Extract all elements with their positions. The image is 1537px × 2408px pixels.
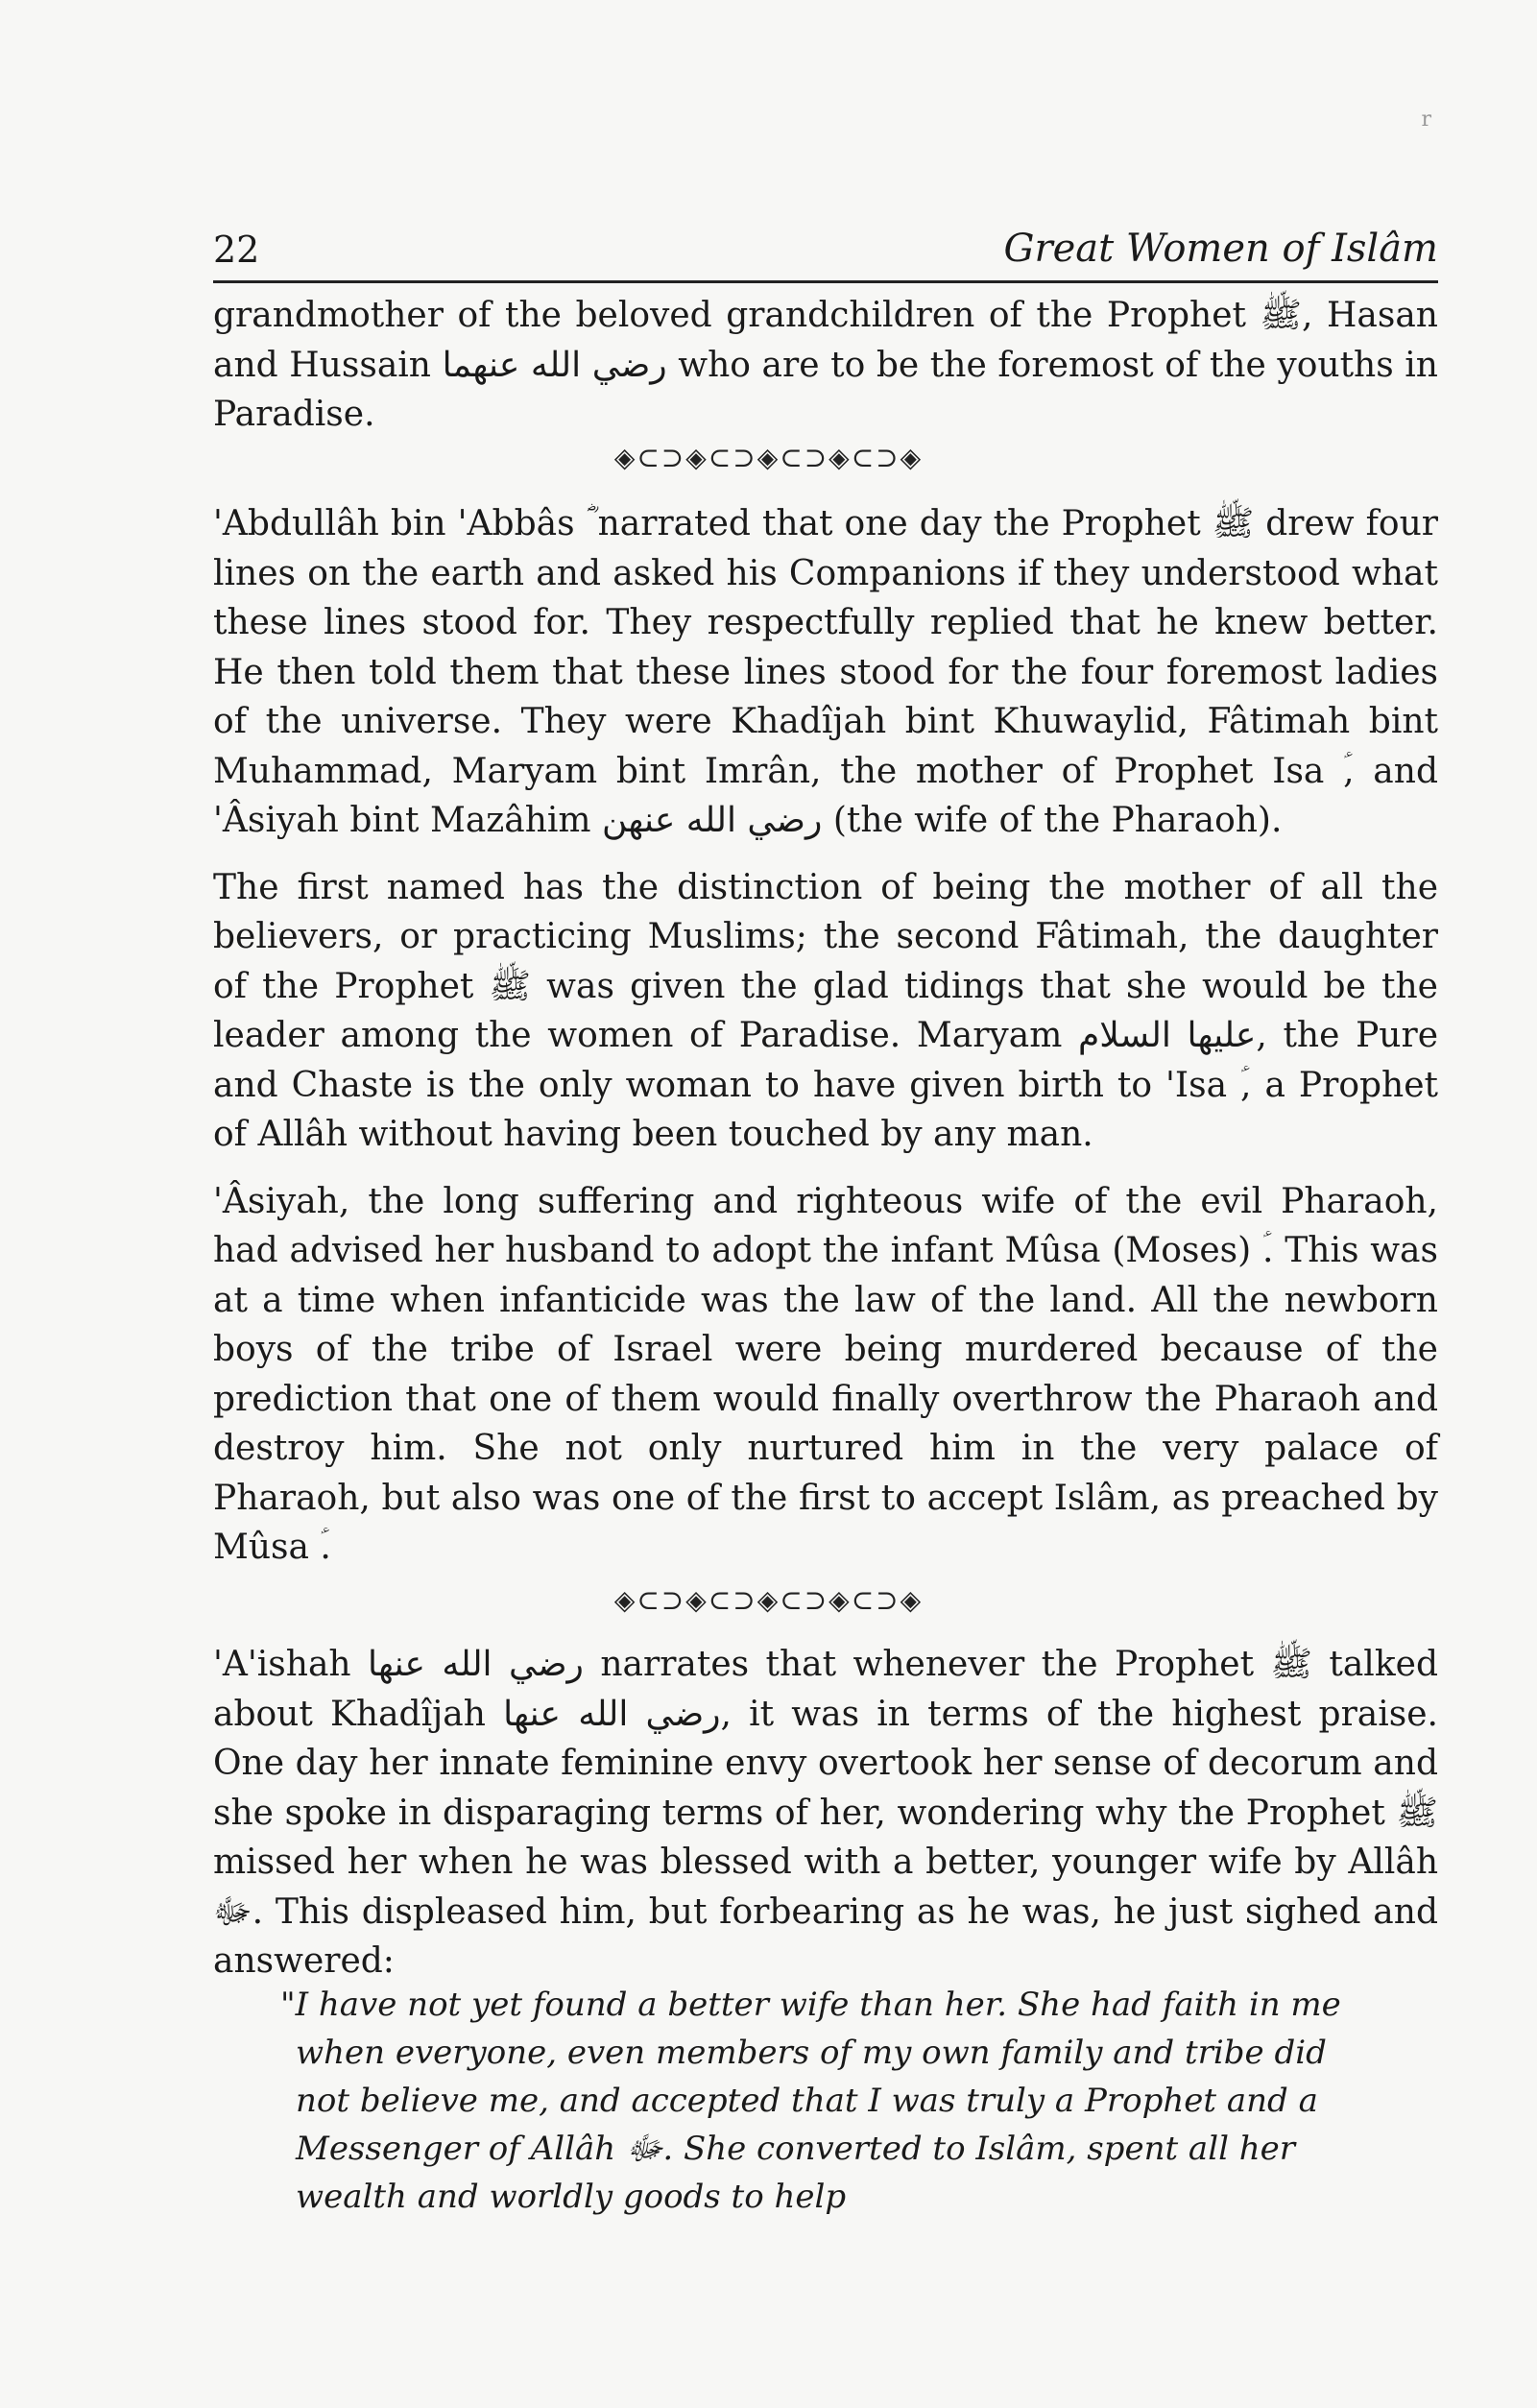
running-title: Great Women of Islâm [1003, 227, 1438, 271]
paragraph-3: The first named has the distinction of being the mother of all the believers, or practicing Muslims; the second Fâtimah, the daughter of the Prophet ﷺ was given the glad tidings that she would be the leader among the women of Paradise. Maryam عليها السلام, the Pure and Chaste is the only woman to have given birth to 'Isa ؑ, a Prophet of Allâh without having been touched by any man. [213, 867, 1438, 1154]
section-divider-2: ◈⊂⊃◈⊂⊃◈⊂⊃◈⊂⊃◈ [613, 1584, 924, 1616]
paragraph-5: 'A'ishah رضي الله عنها narrates that whenever the Prophet ﷺ talked about Khadîjah رضي الله عنها, it was in terms of the highest praise. One day her innate feminine envy overtook her sense of decorum and she spoke in disparaging terms of her, wondering why the Prophet ﷺ missed her when he was blessed with a better, younger wife by Allâh ﷻ. This displeased him, but forbearing as he was, he just sighed and answered: [213, 1645, 1438, 1981]
paragraph-4: 'Âsiyah, the long suffering and righteous wife of the evil Pharaoh, had advised her husband to adopt the infant Mûsa (Moses) ؑ. This was at a time when infanticide was the law of the land. All the newborn boys of the tribe of Israel were being murdered because of the prediction that one of them would finally overthrow the Pharaoh and destroy him. She not only nurtured him in the very palace of Pharaoh, but also was one of the first to accept Islâm, as preached by Mûsa ؑ. [213, 1181, 1438, 1567]
text-block-3 [213, 1640, 1438, 2004]
paragraph-2: 'Abdullâh bin 'Abbâs ؓ narrated that one day the Prophet ﷺ drew four lines on the earth and asked his Companions if they understood what these lines stood for. They respectfully replied that he knew better. He then told them that these lines stood for the four foremost ladies of the universe. They were Khadîjah bint Khuwaylid, Fâtimah bint Muhammad, Maryam bint Imrân, the mother of Prophet Isa ؑ, and 'Âsiyah bint Mazâhim رضي الله عنهن (the wife of the Pharaoh). [213, 504, 1439, 840]
corner-mark: r [1421, 108, 1431, 132]
quotation-block [267, 1981, 1390, 2221]
text-block-1 [213, 291, 1438, 457]
page-number: 22 [213, 229, 260, 271]
quotation-text: "I have not yet found a better wife than her. She had faith in me when everyone, even members of my own family and tribe did not believe me, and accepted that I was truly a Prophet and a Messenger of Allâh ﷻ. She converted to Islâm, spent all her wealth and worldly goods to help [280, 1986, 1341, 2216]
section-divider-1: ◈⊂⊃◈⊂⊃◈⊂⊃◈⊂⊃◈ [613, 442, 924, 473]
text-block-2 [213, 499, 1438, 1590]
paragraph-1: grandmother of the beloved grandchildren of the Prophet ﷺ, Hasan and Hussain رضي الله عنهما who are to be the foremost of the youths in Paradise. [213, 296, 1438, 434]
page-header [213, 219, 1438, 283]
